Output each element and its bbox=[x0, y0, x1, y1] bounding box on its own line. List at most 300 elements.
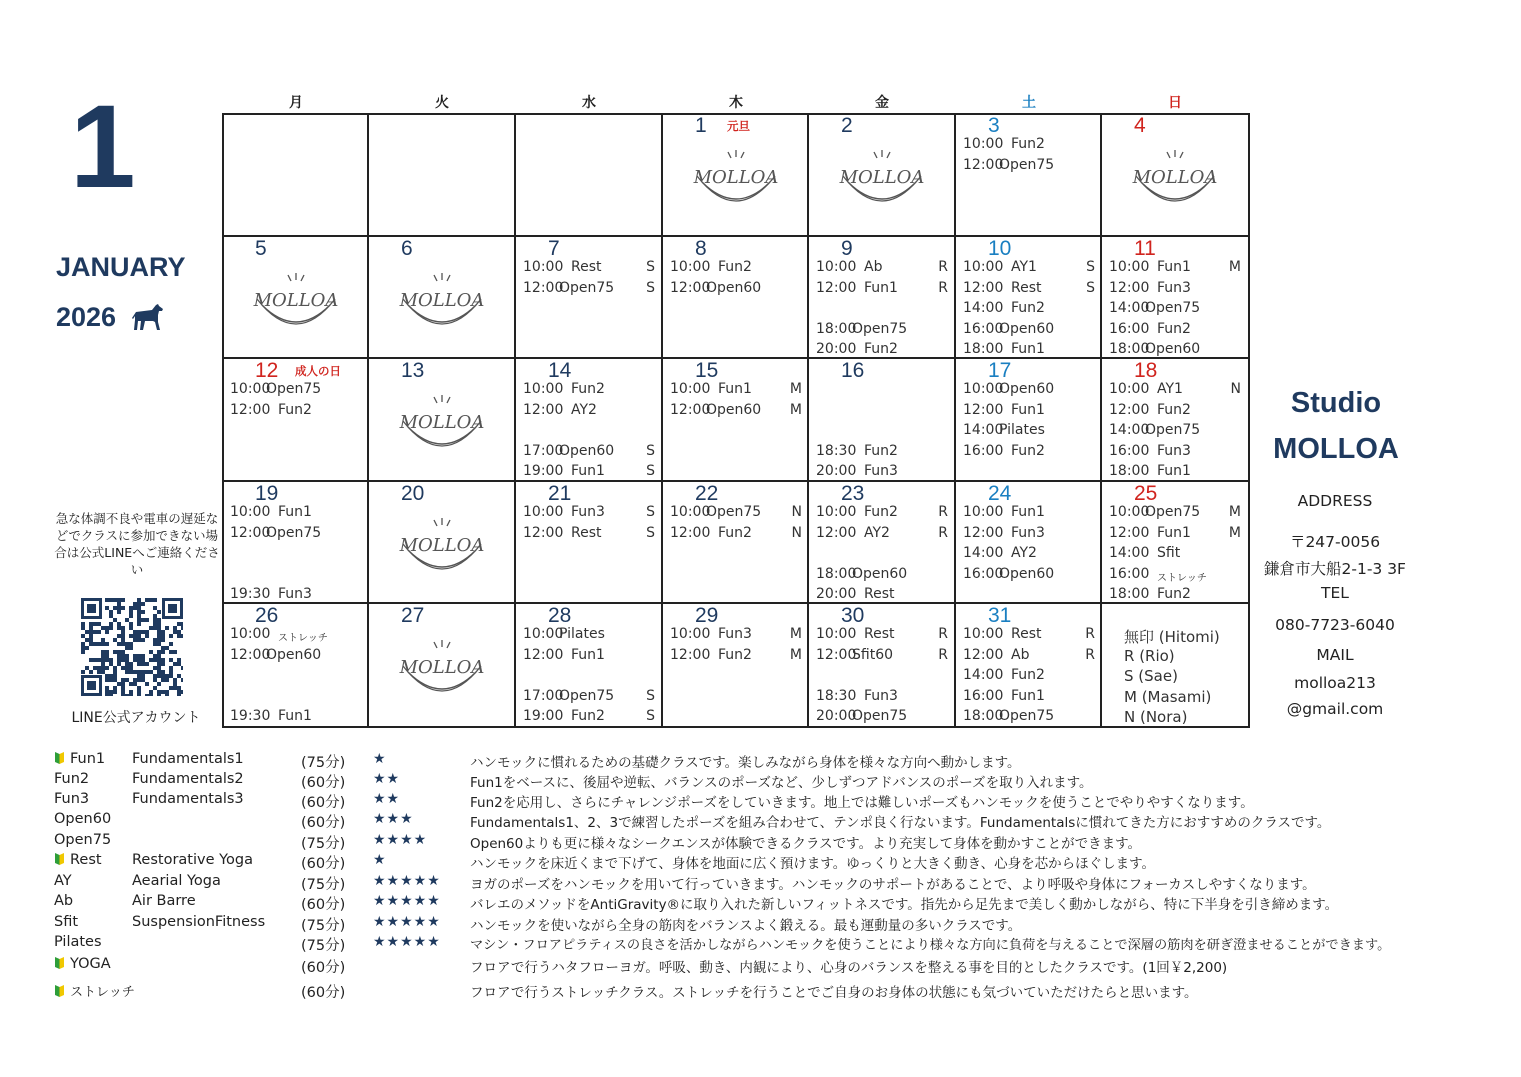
class-entry[interactable] bbox=[523, 259, 657, 279]
weekday-header: 月 bbox=[289, 95, 303, 111]
legend-duration: (75分) bbox=[301, 755, 346, 771]
class-entry[interactable] bbox=[816, 280, 950, 300]
class-entry[interactable] bbox=[963, 443, 1097, 463]
svg-text:MOLLOA: MOLLOA bbox=[1132, 167, 1218, 188]
legend-stars: ★★★★★ bbox=[373, 914, 441, 930]
class-time: 12:00 bbox=[816, 646, 857, 663]
day-number: 12 bbox=[255, 359, 279, 382]
class-entry[interactable] bbox=[670, 525, 804, 545]
class-name: Open60 bbox=[706, 279, 762, 296]
class-entry[interactable] bbox=[670, 402, 804, 422]
legend-stars: ★ bbox=[373, 852, 387, 868]
class-time: 16:00 bbox=[1109, 320, 1150, 337]
class-entry[interactable] bbox=[523, 443, 657, 463]
instructor-code: N bbox=[791, 524, 802, 541]
class-name: Fun1 bbox=[1157, 524, 1191, 541]
class-entry[interactable] bbox=[963, 504, 1097, 524]
class-entry[interactable] bbox=[963, 525, 1097, 545]
instructor-code: M bbox=[789, 646, 802, 663]
tel-label: TEL bbox=[1321, 584, 1349, 602]
class-time: 16:00 bbox=[963, 565, 1004, 582]
molloa-logo bbox=[399, 393, 485, 455]
legend-abbr: Open75 bbox=[54, 832, 112, 848]
instructor-code: M bbox=[1228, 259, 1241, 275]
molloa-logo bbox=[1132, 148, 1218, 210]
day-number: 28 bbox=[548, 604, 572, 627]
calendar-day-cell bbox=[809, 359, 955, 481]
class-entry[interactable] bbox=[963, 708, 1097, 728]
beginner-leaf-icon bbox=[54, 852, 65, 866]
class-entry[interactable] bbox=[230, 504, 364, 524]
class-entry[interactable] bbox=[816, 647, 950, 667]
day-number: 4 bbox=[1134, 114, 1146, 137]
svg-text:MOLLOA: MOLLOA bbox=[253, 290, 339, 311]
class-name: Rest bbox=[864, 586, 895, 602]
class-name: Open60 bbox=[266, 646, 322, 663]
day-number: 19 bbox=[255, 482, 279, 505]
day-number: 30 bbox=[841, 604, 865, 627]
instructor-code: N bbox=[1230, 381, 1241, 397]
instructor-key: 無印 (Hitomi) bbox=[1124, 628, 1220, 646]
legend-abbr: Fun1 bbox=[54, 751, 105, 767]
instructor-code: S bbox=[646, 708, 655, 724]
class-name: Open75 bbox=[999, 156, 1055, 173]
legend-abbr: Ab bbox=[54, 893, 74, 909]
weekday-header: 土 bbox=[1022, 95, 1036, 111]
class-name: Fun1 bbox=[571, 646, 605, 663]
class-time: 12:00 bbox=[963, 524, 1004, 541]
legend-row bbox=[0, 771, 1521, 791]
class-entry[interactable] bbox=[816, 259, 950, 279]
class-time: 12:00 bbox=[670, 646, 711, 663]
line-qr-code[interactable] bbox=[81, 598, 183, 696]
class-name: Open75 bbox=[1145, 504, 1201, 520]
calendar-day-cell bbox=[223, 482, 369, 604]
class-time: 16:00 bbox=[1109, 442, 1150, 459]
class-entry[interactable] bbox=[1109, 525, 1243, 545]
class-time: 12:00 bbox=[230, 646, 271, 663]
class-name: Open75 bbox=[266, 381, 322, 397]
class-entry[interactable] bbox=[523, 626, 657, 646]
mail-address-2[interactable]: @gmail.com bbox=[1286, 700, 1384, 718]
legend-duration: (75分) bbox=[301, 938, 346, 954]
class-name: Fun3 bbox=[864, 687, 898, 704]
class-name: Open60 bbox=[999, 320, 1055, 337]
molloa-logo bbox=[399, 516, 485, 578]
instructor-code: S bbox=[1086, 279, 1095, 296]
class-time: 12:00 bbox=[816, 279, 857, 296]
calendar-day-cell bbox=[663, 114, 809, 236]
class-time: 10:00 bbox=[670, 504, 711, 520]
month-name: JANUARY bbox=[56, 252, 186, 282]
class-name: Rest bbox=[571, 524, 602, 541]
legend-duration: (60分) bbox=[301, 795, 346, 811]
class-entry[interactable] bbox=[816, 525, 950, 545]
day-number: 15 bbox=[695, 359, 719, 382]
class-time: 10:00 bbox=[1109, 259, 1150, 275]
instructor-key: N (Nora) bbox=[1124, 708, 1188, 726]
legend-full-name: Fundamentals2 bbox=[132, 771, 244, 787]
day-number: 20 bbox=[401, 482, 425, 505]
class-entry[interactable] bbox=[230, 381, 364, 401]
day-number: 31 bbox=[988, 604, 1012, 627]
day-number: 6 bbox=[401, 237, 413, 260]
legend-stars: ★★★ bbox=[373, 811, 414, 827]
legend-duration: (75分) bbox=[301, 918, 346, 934]
class-entry[interactable] bbox=[523, 280, 657, 300]
class-entry[interactable] bbox=[963, 422, 1097, 442]
calendar-day-cell bbox=[1102, 482, 1248, 604]
legend-row bbox=[0, 751, 1521, 771]
legend-duration: (60分) bbox=[301, 897, 346, 913]
legend-full-name: SuspensionFitness bbox=[132, 914, 266, 930]
instructor-code: N bbox=[791, 504, 802, 520]
class-entry[interactable] bbox=[1109, 259, 1243, 279]
class-entry[interactable] bbox=[1109, 443, 1243, 463]
tel-number[interactable]: 080-7723-6040 bbox=[1275, 616, 1395, 634]
class-entry[interactable] bbox=[230, 402, 364, 422]
day-number: 21 bbox=[548, 482, 572, 505]
legend-abbr: AY bbox=[54, 873, 72, 889]
class-name: Open60 bbox=[559, 442, 615, 459]
day-number: 10 bbox=[988, 237, 1012, 260]
class-time: 10:00 bbox=[963, 626, 1004, 642]
class-entry[interactable] bbox=[816, 321, 950, 341]
class-name: Open60 bbox=[706, 401, 762, 418]
calendar-day-cell bbox=[223, 114, 369, 236]
class-entry[interactable] bbox=[523, 688, 657, 708]
class-name: AY1 bbox=[1157, 381, 1183, 397]
class-name: Fun2 bbox=[571, 708, 605, 724]
calendar-day-cell bbox=[516, 114, 662, 236]
calendar-day-cell bbox=[223, 237, 369, 359]
class-time: 17:00 bbox=[523, 687, 564, 704]
calendar-day-cell bbox=[516, 359, 662, 481]
class-name: Fun1 bbox=[1157, 463, 1191, 479]
class-time: 10:00 bbox=[670, 626, 711, 642]
class-time: 18:00 bbox=[963, 708, 1004, 724]
class-entry[interactable] bbox=[670, 647, 804, 667]
class-entry[interactable] bbox=[523, 381, 657, 401]
class-entry[interactable] bbox=[963, 259, 1097, 279]
class-time: 16:00 bbox=[963, 442, 1004, 459]
calendar-day-cell bbox=[516, 237, 662, 359]
class-entry[interactable] bbox=[963, 402, 1097, 422]
class-name: Fun1 bbox=[278, 504, 312, 520]
legend-stars: ★★★★★ bbox=[373, 893, 441, 909]
legend-description: ハンモックに慣れるための基礎クラスです。楽しみながら身体を様々な方向へ動かします。 bbox=[470, 755, 1021, 771]
class-time: 14:00 bbox=[963, 545, 1004, 561]
class-name: Ab bbox=[864, 259, 883, 275]
class-entry[interactable] bbox=[1109, 463, 1243, 483]
calendar-day-cell bbox=[956, 482, 1102, 604]
class-entry[interactable] bbox=[230, 626, 364, 646]
notice-text: 急な体調不良や電車の遅延などでクラスに参加できない場合は公式LINEへご連絡ください bbox=[54, 511, 220, 577]
legend-description: バレエのメソッドをAntiGravity®に取り入れた新しいフィットネスです。指先から足先まで美しく動かしながら、特に下半身を引き締めます。 bbox=[470, 897, 1339, 913]
class-time: 20:00 bbox=[816, 586, 857, 602]
class-time: 10:00 bbox=[963, 136, 1004, 152]
legend-row bbox=[0, 956, 1521, 976]
legend-full-name: Fundamentals1 bbox=[132, 751, 244, 767]
legend-abbr: ストレッチ bbox=[54, 981, 135, 1000]
class-time: 10:00 bbox=[230, 626, 271, 642]
class-time: 16:00 bbox=[963, 687, 1004, 704]
legend-stars: ★★ bbox=[373, 791, 401, 807]
class-name: Open60 bbox=[999, 381, 1055, 397]
molloa-logo bbox=[839, 148, 925, 210]
mail-address-1[interactable]: molloa213 bbox=[1294, 674, 1376, 692]
mail-label: MAIL bbox=[1316, 646, 1354, 664]
class-time: 14:00 bbox=[1109, 422, 1150, 438]
legend-row bbox=[0, 893, 1521, 913]
class-entry[interactable] bbox=[1109, 280, 1243, 300]
class-entry[interactable] bbox=[1109, 300, 1243, 320]
class-name: Fun1 bbox=[1011, 341, 1045, 357]
legend-description: ハンモックを床近くまで下げて、身体を地面に広く預けます。ゆっくりと大きく動き、心身を芯からほぐします。 bbox=[470, 856, 1155, 872]
calendar-day-cell bbox=[516, 604, 662, 726]
class-name: Fun2 bbox=[571, 381, 605, 397]
class-entry[interactable] bbox=[523, 504, 657, 524]
class-time: 12:00 bbox=[230, 524, 271, 541]
calendar-day-cell bbox=[1102, 359, 1248, 481]
class-entry[interactable] bbox=[963, 381, 1097, 401]
class-time: 12:00 bbox=[523, 646, 564, 663]
class-entry[interactable] bbox=[670, 626, 804, 646]
legend-duration: (75分) bbox=[301, 836, 346, 852]
instructor-code: M bbox=[789, 381, 802, 397]
class-entry[interactable] bbox=[1109, 381, 1243, 401]
calendar-day-cell bbox=[809, 482, 955, 604]
instructor-code: R bbox=[938, 646, 948, 663]
legend-abbr: Rest bbox=[54, 852, 102, 868]
legend-duration: (60分) bbox=[301, 960, 346, 976]
day-number: 16 bbox=[841, 359, 865, 382]
weekday-header: 水 bbox=[582, 95, 596, 111]
class-name: Fun3 bbox=[571, 504, 605, 520]
class-name: AY1 bbox=[1011, 259, 1037, 275]
legend-full-name: Restorative Yoga bbox=[132, 852, 254, 868]
class-time: 12:00 bbox=[963, 401, 1004, 418]
day-number: 7 bbox=[548, 237, 560, 260]
legend-description: フロアで行うストレッチクラス。ストレッチを行うことでご自身のお身体の状態にも気づいていただけたらと思います。 bbox=[470, 985, 1198, 1001]
legend-abbr: Fun3 bbox=[54, 791, 90, 807]
class-entry[interactable] bbox=[963, 566, 1097, 586]
class-entry[interactable] bbox=[523, 647, 657, 667]
molloa-logo bbox=[399, 638, 485, 700]
legend-row bbox=[0, 934, 1521, 954]
class-entry[interactable] bbox=[816, 626, 950, 646]
legend-duration: (60分) bbox=[301, 775, 346, 791]
calendar-day-cell bbox=[809, 604, 955, 726]
day-number: 26 bbox=[255, 604, 279, 627]
legend-full-name: Fundamentals3 bbox=[132, 791, 244, 807]
address-text: 鎌倉市大船2-1-3 3F bbox=[1264, 560, 1406, 578]
class-name: AY2 bbox=[864, 524, 890, 541]
class-name: Fun3 bbox=[1157, 279, 1191, 296]
class-entry[interactable] bbox=[816, 504, 950, 524]
instructor-code: R bbox=[938, 524, 948, 541]
instructor-code: R bbox=[938, 279, 948, 296]
class-entry[interactable] bbox=[523, 525, 657, 545]
calendar-day-cell bbox=[369, 604, 515, 726]
class-name: Fun1 bbox=[864, 279, 898, 296]
class-time: 12:00 bbox=[670, 524, 711, 541]
class-entry[interactable] bbox=[963, 321, 1097, 341]
class-entry[interactable] bbox=[230, 647, 364, 667]
instructor-code: S bbox=[646, 259, 655, 275]
svg-text:MOLLOA: MOLLOA bbox=[399, 535, 485, 556]
class-entry[interactable] bbox=[816, 341, 950, 361]
class-name: Open75 bbox=[266, 524, 322, 541]
class-name: Fun2 bbox=[718, 646, 752, 663]
address-label: ADDRESS bbox=[1297, 492, 1373, 510]
class-entry[interactable] bbox=[230, 525, 364, 545]
calendar-day-cell bbox=[369, 482, 515, 604]
class-entry[interactable] bbox=[963, 688, 1097, 708]
class-name: Rest bbox=[864, 626, 895, 642]
class-entry[interactable] bbox=[523, 708, 657, 728]
legend-description: マシン・フロアピラティスの良さを活かしながらハンモックを使うことにより様々な方向に負荷を与えることで深層の筋肉を研ぎ澄ませることができます。 bbox=[470, 938, 1391, 953]
class-entry[interactable] bbox=[1109, 504, 1243, 524]
class-time: 20:00 bbox=[816, 463, 857, 479]
class-entry[interactable] bbox=[1109, 341, 1243, 361]
class-time: 14:00 bbox=[1109, 545, 1150, 561]
class-time: 12:00 bbox=[523, 401, 564, 418]
instructor-code: S bbox=[646, 504, 655, 520]
class-entry[interactable] bbox=[963, 647, 1097, 667]
class-time: 10:00 bbox=[963, 504, 1004, 520]
instructor-key: S (Sae) bbox=[1124, 667, 1178, 685]
day-number: 1 bbox=[695, 114, 707, 137]
class-name: Open75 bbox=[706, 504, 762, 520]
class-time: 10:00 bbox=[230, 381, 271, 397]
legend-stars: ★ bbox=[373, 751, 387, 767]
instructor-code: M bbox=[789, 626, 802, 642]
class-time: 20:00 bbox=[816, 708, 857, 724]
class-name: Fun2 bbox=[1011, 136, 1045, 152]
weekday-header: 日 bbox=[1168, 95, 1182, 111]
class-entry[interactable] bbox=[963, 136, 1097, 156]
class-name: Rest bbox=[1011, 279, 1042, 296]
day-number: 3 bbox=[988, 114, 1000, 137]
class-name: Fun3 bbox=[1011, 524, 1045, 541]
class-entry[interactable] bbox=[816, 443, 950, 463]
class-entry[interactable] bbox=[963, 280, 1097, 300]
calendar-day-cell bbox=[223, 359, 369, 481]
class-name: Open75 bbox=[559, 687, 615, 704]
class-time: 12:00 bbox=[963, 279, 1004, 296]
class-entry[interactable] bbox=[963, 300, 1097, 320]
class-time: 12:00 bbox=[963, 646, 1004, 663]
class-entry[interactable] bbox=[523, 402, 657, 422]
class-entry[interactable] bbox=[963, 626, 1097, 646]
class-entry[interactable] bbox=[230, 708, 364, 728]
class-entry[interactable] bbox=[1109, 321, 1243, 341]
legend-row bbox=[0, 811, 1521, 831]
molloa-logo bbox=[399, 271, 485, 333]
class-entry[interactable] bbox=[1109, 566, 1243, 586]
legend-stars: ★★★★ bbox=[373, 832, 428, 848]
class-time: 10:00 bbox=[523, 626, 564, 642]
svg-text:MOLLOA: MOLLOA bbox=[399, 657, 485, 678]
class-time: 19:30 bbox=[230, 586, 271, 602]
class-time: 17:00 bbox=[523, 442, 564, 459]
legend-row bbox=[0, 981, 1521, 1001]
class-entry[interactable] bbox=[670, 504, 804, 524]
class-time: 10:00 bbox=[963, 259, 1004, 275]
class-entry[interactable] bbox=[1109, 422, 1243, 442]
legend-duration: (60分) bbox=[301, 815, 346, 831]
class-time: 10:00 bbox=[816, 626, 857, 642]
calendar-day-cell bbox=[516, 482, 662, 604]
calendar-day-cell bbox=[663, 482, 809, 604]
legend-abbr: Pilates bbox=[54, 934, 102, 950]
class-time: 10:00 bbox=[230, 504, 271, 520]
class-name: Fun3 bbox=[278, 586, 312, 602]
class-entry[interactable] bbox=[1109, 402, 1243, 422]
class-entry[interactable] bbox=[963, 545, 1097, 565]
class-entry[interactable] bbox=[1109, 545, 1243, 565]
class-entry[interactable] bbox=[670, 381, 804, 401]
calendar-day-cell bbox=[223, 604, 369, 726]
class-name: Fun1 bbox=[1011, 504, 1045, 520]
class-entry[interactable] bbox=[670, 280, 804, 300]
class-time: 12:00 bbox=[1109, 524, 1150, 541]
class-name: Open75 bbox=[1145, 300, 1201, 316]
class-name: Ab bbox=[1011, 646, 1030, 663]
class-entry[interactable] bbox=[963, 157, 1097, 177]
class-entry[interactable] bbox=[816, 586, 950, 606]
month-number: 1 bbox=[70, 81, 136, 213]
class-name: Rest bbox=[1011, 626, 1042, 642]
class-entry[interactable] bbox=[816, 708, 950, 728]
class-name: Fun2 bbox=[864, 504, 898, 520]
class-entry[interactable] bbox=[816, 566, 950, 586]
class-entry[interactable] bbox=[1109, 586, 1243, 606]
calendar-day-cell bbox=[956, 114, 1102, 236]
class-entry[interactable] bbox=[230, 586, 364, 606]
class-time: 19:00 bbox=[523, 708, 564, 724]
legend-row bbox=[0, 832, 1521, 852]
class-entry[interactable] bbox=[816, 463, 950, 483]
legend-row bbox=[0, 914, 1521, 934]
calendar-day-cell bbox=[956, 359, 1102, 481]
class-name: Sfit60 bbox=[852, 646, 894, 663]
class-name: AY2 bbox=[1011, 545, 1037, 561]
class-entry[interactable] bbox=[963, 341, 1097, 361]
class-name: Fun1 bbox=[1157, 259, 1191, 275]
class-name: Fun1 bbox=[571, 463, 605, 479]
class-entry[interactable] bbox=[963, 667, 1097, 687]
day-number: 8 bbox=[695, 237, 707, 260]
class-time: 19:30 bbox=[230, 708, 271, 724]
class-time: 18:00 bbox=[1109, 463, 1150, 479]
class-time: 10:00 bbox=[670, 381, 711, 397]
class-name: Fun1 bbox=[718, 381, 752, 397]
class-entry[interactable] bbox=[523, 463, 657, 483]
instructor-code: R bbox=[938, 504, 948, 520]
class-entry[interactable] bbox=[816, 688, 950, 708]
class-name: Fun2 bbox=[718, 259, 752, 275]
legend-duration: (60分) bbox=[301, 985, 346, 1001]
class-time: 16:00 bbox=[963, 320, 1004, 337]
instructor-code: S bbox=[1086, 259, 1095, 275]
instructor-code: M bbox=[789, 401, 802, 418]
class-time: 12:00 bbox=[670, 401, 711, 418]
class-entry[interactable] bbox=[670, 259, 804, 279]
svg-text:MOLLOA: MOLLOA bbox=[693, 167, 779, 188]
class-name: Open60 bbox=[1145, 341, 1201, 357]
